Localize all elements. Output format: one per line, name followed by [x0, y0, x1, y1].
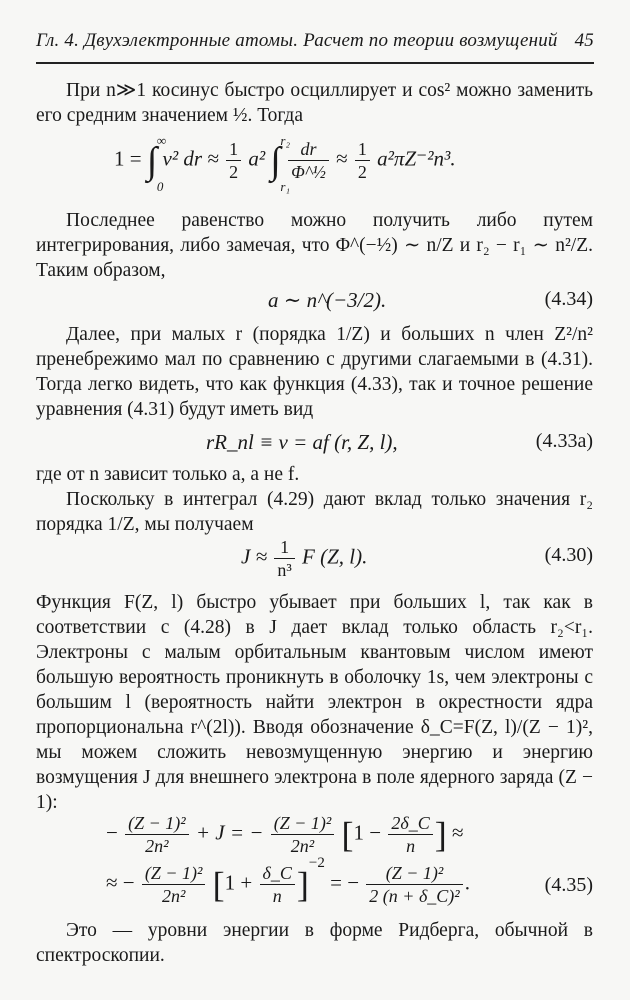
equation-integral: 1 = ∫ ∞ 0 v² dr ≈ $\frac{1}{2}$ a² ∫ r₂ r₁ $\frac{dr}{\text{Φ\textasciicircum{}½}}$ ≈ $\frac{1}{2}$ a²πZ⁻²n³. — [114, 132, 456, 194]
paragraph-4: где от n зависит только a, а не f. — [36, 464, 300, 485]
paragraph-6: Функция F(Z, l) быстро убывает при больших l, так как в соответствии с (4.28) в J дает вклад только область r₂<r₁. Электроны с малым орбитальным квантовым числом имеют большую вероятность проникнуть в оболочку 1s, чем электроны с большим l (вероятность найти электрон в окрестности ядра пропорциональна r^(2l)). Вводя обозначение δ_C=F(Z, l)/(Z − 1)², мы можем сложить невозмущенную энергию и энергию возмущения J для внешнего электрона в поле ядерного заряда (Z − 1): — [36, 592, 593, 813]
fraction-one-over-n3: $\frac{1}{\text{n³}}$ — [274, 536, 294, 581]
integral-sign: ∫ r₂ r₁ — [270, 132, 290, 194]
paragraph-5: Поскольку в интеграл (4.29) дают вклад только значения r₂ порядка 1/Z, мы получаем — [36, 489, 593, 535]
equation-4-35-line1: − $\frac{\text{(Z − 1)²}}{\text{2n²}}$ + J = − $\frac{\text{(Z − 1)²}}{\text{2n²}}$ [1 − $\frac{2\delta\_C}{n}$ ] ≈ — [106, 813, 464, 856]
paragraph-3: Далее, при малых r (порядка 1/Z) и больших n член Z²/n² пренебрежимо мал по сравнению с другими слагаемыми в (4.31). Тогда легко видеть, что как функция (4.33), так и точное решение уравнения (4.31) будут иметь вид — [36, 324, 593, 420]
paragraph-7: Это — уровни энергии в форме Ридберга, обычной в спектроскопии. — [36, 920, 593, 966]
equation-4-33a: rR_nl ≡ v = af (r, Z, l), (4.33a) — [206, 430, 593, 454]
equation-number: (4.35) — [544, 874, 593, 896]
header-rule — [36, 62, 594, 64]
equation-number: (4.33a) — [535, 430, 593, 452]
running-header — [36, 30, 594, 52]
header-title: Гл. 4. Двухэлектронные атомы. Расчет по теории возмущений — [36, 30, 558, 51]
equation-4-34: a ∼ n^(−3/2). (4.34) — [268, 288, 593, 312]
fraction-half: $\frac{1}{2}$ — [226, 138, 241, 183]
equation-4-35-line2: ≈ − $\frac{\text{(Z − 1)²}}{\text{2n²}}$ [1 + $\frac{\delta\_C}{n}$ ]$^{-2}$ = − $\frac{\text{(Z − 1)²}}{\text{2 (n + δ\_C)²}}$ . (4.35) — [106, 855, 593, 906]
paragraph-2: Последнее равенство можно получить либо путем интегрирования, либо замечая, что Φ^(−½) ∼ n/Z и r₂ − r₁ ∼ n²/Z. Таким образом, — [36, 210, 593, 281]
paragraph-1: При n≫1 косинус быстро осциллирует и cos² можно заменить его средним значением ½. Тогда — [36, 80, 593, 126]
integral-sign: ∫ ∞ 0 — [146, 132, 167, 194]
equation-4-30: J ≈ $\frac{1}{\text{n³}}$ F (Z, l). (4.30) — [241, 537, 593, 580]
equation-number: (4.34) — [544, 288, 593, 310]
fraction-half: $\frac{1}{2}$ — [355, 138, 370, 183]
fraction-dr: $\frac{dr}{\text{Φ\textasciicircum{}½}}$ — [288, 138, 329, 183]
page-number: 45 — [574, 30, 594, 51]
equation-number: (4.30) — [544, 544, 593, 566]
